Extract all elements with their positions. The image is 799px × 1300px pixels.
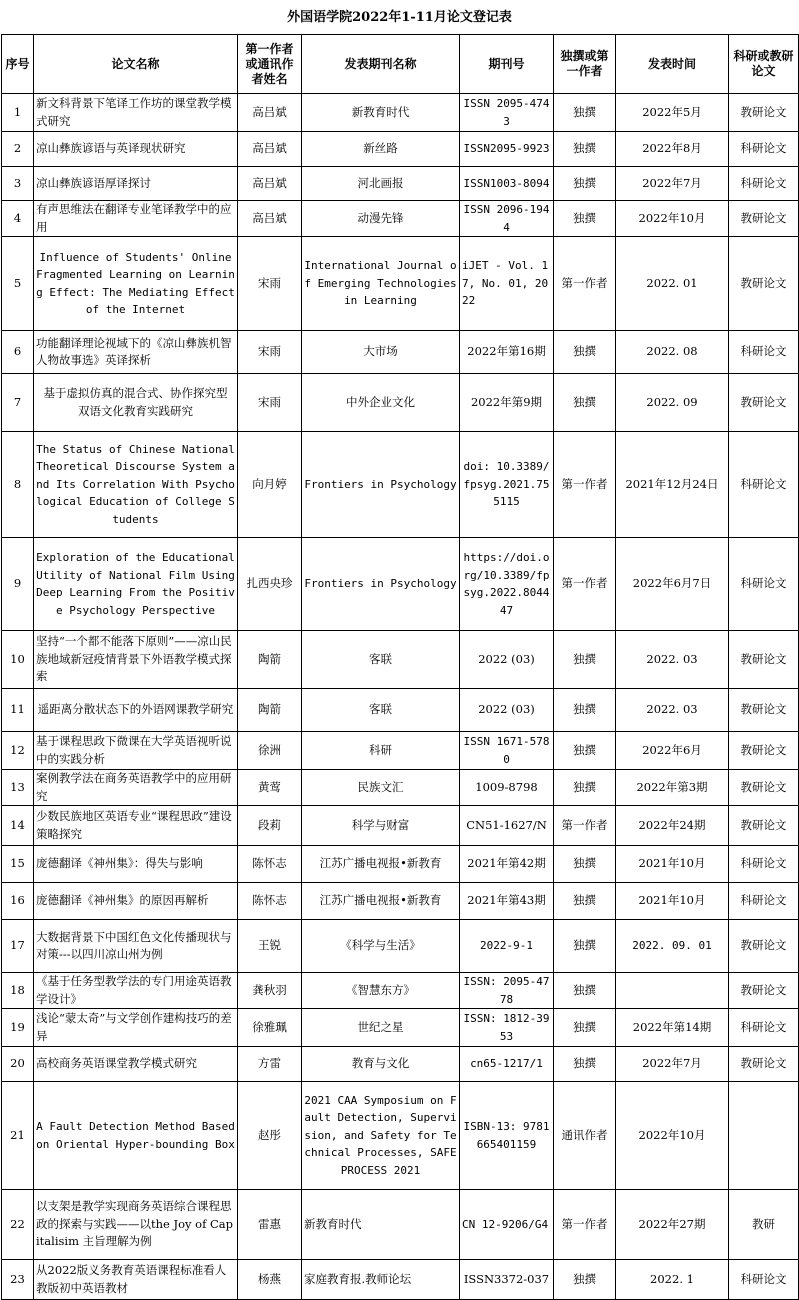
table-row: [2, 432, 799, 538]
cell-issn: 2022年第16期: [460, 331, 554, 374]
cell-paper-name: 新文科背景下笔译工作坊的课堂教学模式研究: [34, 94, 238, 132]
cell-paper-name: 以支架是教学实现商务英语综合课程思政的探索与实践——以the Joy of Capitalisim 主旨理解为例: [34, 1190, 238, 1260]
cell-date: 2022. 09. 01: [616, 920, 729, 973]
table-row: [2, 1190, 799, 1260]
cell-issn: cn65-1217/1: [460, 1047, 554, 1082]
cell-issn: ISSN 2095-4743: [460, 94, 554, 132]
table-row: [2, 973, 799, 1009]
cell-paper-name: 庞德翻译《神州集》的原因再解析: [34, 883, 238, 920]
cell-role: 独撰: [554, 732, 616, 770]
cell-paper-name: 遥距离分散状态下的外语网课教学研究: [34, 689, 238, 732]
cell-role: 独撰: [554, 689, 616, 732]
cell-author: 宋雨: [238, 331, 302, 374]
page-title: 外国语学院2022年1-11月论文登记表: [287, 10, 512, 25]
cell-type: 教研论文: [729, 732, 799, 770]
cell-journal: 2021 CAA Symposium on Fault Detection, Supervision, and Safety for Technical Processes, SAFEPROCESS 2021: [302, 1082, 460, 1190]
cell-paper-name: 庞德翻译《神州集》：得失与影响: [34, 846, 238, 883]
cell-issn: ISSN: 1812-3953: [460, 1009, 554, 1047]
cell-issn: 2021年第42期: [460, 846, 554, 883]
cell-date: 2022年8月: [616, 132, 729, 167]
cell-issn: 2022年第9期: [460, 374, 554, 432]
cell-role: 独撰: [554, 132, 616, 167]
table-row: [2, 538, 799, 631]
cell-date: 2022年7月: [616, 167, 729, 201]
cell-type: 教研论文: [729, 201, 799, 237]
header-paper-name: 论文名称: [34, 35, 238, 94]
cell-type: 科研论文: [729, 1009, 799, 1047]
cell-no: 13: [2, 770, 34, 806]
table-row: [2, 883, 799, 920]
cell-no: 20: [2, 1047, 34, 1082]
cell-type: 教研论文: [729, 973, 799, 1009]
cell-no: 1: [2, 94, 34, 132]
table-row: [2, 94, 799, 132]
cell-journal: 客联: [302, 689, 460, 732]
cell-type: 教研: [729, 1190, 799, 1260]
cell-type: [729, 1082, 799, 1190]
cell-journal: 世纪之星: [302, 1009, 460, 1047]
cell-date: 2022. 03: [616, 631, 729, 689]
cell-role: 第一作者: [554, 538, 616, 631]
cell-issn: 2021年第43期: [460, 883, 554, 920]
cell-issn: ISSN1003-8094: [460, 167, 554, 201]
cell-paper-name: 凉山彝族谚语与英译现状研究: [34, 132, 238, 167]
table-row: [2, 920, 799, 973]
cell-issn: ISSN 1671-5780: [460, 732, 554, 770]
cell-author: 宋雨: [238, 237, 302, 331]
cell-date: 2021年10月: [616, 883, 729, 920]
cell-no: 16: [2, 883, 34, 920]
cell-date: 2022. 01: [616, 237, 729, 331]
cell-author: 徐洲: [238, 732, 302, 770]
cell-author: 高吕斌: [238, 94, 302, 132]
cell-author: 宋雨: [238, 374, 302, 432]
cell-type: 科研论文: [729, 538, 799, 631]
cell-no: 3: [2, 167, 34, 201]
cell-paper-name: 坚持“一个都不能落下原则”——凉山民族地域新冠疫情背景下外语教学模式探索: [34, 631, 238, 689]
cell-author: 杨燕: [238, 1260, 302, 1300]
cell-author: 陶箭: [238, 689, 302, 732]
cell-date: 2021年12月24日: [616, 432, 729, 538]
cell-role: 独撰: [554, 883, 616, 920]
cell-role: 第一作者: [554, 237, 616, 331]
cell-author: 高吕斌: [238, 167, 302, 201]
cell-date: 2022年第14期: [616, 1009, 729, 1047]
cell-paper-name: 少数民族地区英语专业“课程思政”建设策略探究: [34, 806, 238, 846]
cell-author: 向月婷: [238, 432, 302, 538]
cell-author: 王锐: [238, 920, 302, 973]
cell-type: 教研论文: [729, 920, 799, 973]
cell-type: 教研论文: [729, 1047, 799, 1082]
cell-issn: ISSN3372-037: [460, 1260, 554, 1300]
table-row: [2, 201, 799, 237]
table-row: [2, 331, 799, 374]
cell-paper-name: Exploration of the Educational Utility of National Film Using Deep Learning From the Positive Psychology Perspective: [34, 538, 238, 631]
cell-journal: 民族文汇: [302, 770, 460, 806]
cell-paper-name: A Fault Detection Method Based on Oriental Hyper-bounding Box: [34, 1082, 238, 1190]
cell-type: 科研论文: [729, 846, 799, 883]
cell-date: 2022. 1: [616, 1260, 729, 1300]
cell-author: 龚秋羽: [238, 973, 302, 1009]
cell-no: 21: [2, 1082, 34, 1190]
cell-role: 第一作者: [554, 432, 616, 538]
table-row: [2, 1082, 799, 1190]
cell-date: 2022年6月7日: [616, 538, 729, 631]
cell-no: 8: [2, 432, 34, 538]
cell-no: 5: [2, 237, 34, 331]
cell-role: 独撰: [554, 167, 616, 201]
cell-author: 陈怀志: [238, 846, 302, 883]
cell-paper-name: 高校商务英语课堂教学模式研究: [34, 1047, 238, 1082]
cell-paper-name: 基于虚拟仿真的混合式、协作探究型 双语文化教育实践研究: [34, 374, 238, 432]
cell-date: 2022年24期: [616, 806, 729, 846]
cell-date: 2022年27期: [616, 1190, 729, 1260]
cell-author: 黄莺: [238, 770, 302, 806]
cell-no: 11: [2, 689, 34, 732]
cell-date: 2022. 03: [616, 689, 729, 732]
cell-journal: 新丝路: [302, 132, 460, 167]
cell-date: 2021年10月: [616, 846, 729, 883]
table-row: [2, 167, 799, 201]
cell-role: 独撰: [554, 770, 616, 806]
cell-journal: 中外企业文化: [302, 374, 460, 432]
cell-paper-name: 有声思维法在翻译专业笔译教学中的应用: [34, 201, 238, 237]
cell-issn: 2022 (03): [460, 631, 554, 689]
table-row: [2, 374, 799, 432]
cell-author: 徐雅珮: [238, 1009, 302, 1047]
cell-type: 科研论文: [729, 432, 799, 538]
cell-issn: 1009-8798: [460, 770, 554, 806]
table-row: [2, 806, 799, 846]
cell-journal: 江苏广播电视报•新教育: [302, 883, 460, 920]
cell-journal: 《智慧东方》: [302, 973, 460, 1009]
cell-journal: 家庭教育报.教师论坛: [302, 1260, 460, 1300]
cell-role: 独撰: [554, 920, 616, 973]
header-author: 第一作者或通讯作者姓名: [238, 35, 302, 94]
cell-author: 高吕斌: [238, 201, 302, 237]
cell-role: 通讯作者: [554, 1082, 616, 1190]
header-type: 科研或教研论文: [729, 35, 799, 94]
cell-issn: 2022 (03): [460, 689, 554, 732]
cell-author: 赵彤: [238, 1082, 302, 1190]
table-row: [2, 732, 799, 770]
cell-type: 科研论文: [729, 331, 799, 374]
cell-journal: 大市场: [302, 331, 460, 374]
cell-issn: 2022-9-1: [460, 920, 554, 973]
cell-paper-name: 案例教学法在商务英语教学中的应用研究: [34, 770, 238, 806]
cell-date: 2022年5月: [616, 94, 729, 132]
cell-role: 独撰: [554, 1260, 616, 1300]
cell-no: 9: [2, 538, 34, 631]
cell-role: 独撰: [554, 374, 616, 432]
cell-author: 方雷: [238, 1047, 302, 1082]
cell-no: 2: [2, 132, 34, 167]
cell-issn: ISSN 2096-1944: [460, 201, 554, 237]
cell-no: 19: [2, 1009, 34, 1047]
cell-no: 15: [2, 846, 34, 883]
table-header-row: [2, 35, 799, 94]
cell-type: 教研论文: [729, 689, 799, 732]
cell-journal: 客联: [302, 631, 460, 689]
cell-no: 18: [2, 973, 34, 1009]
cell-date: [616, 973, 729, 1009]
cell-issn: doi: 10.3389/fpsyg.2021.755115: [460, 432, 554, 538]
cell-paper-name: 《基于任务型教学法的专门用途英语教学设计》: [34, 973, 238, 1009]
cell-issn: iJET - Vol. 17, No. 01, 2022: [460, 237, 554, 331]
cell-journal: 教育与文化: [302, 1047, 460, 1082]
cell-role: 独撰: [554, 201, 616, 237]
cell-type: 科研论文: [729, 132, 799, 167]
cell-type: 教研论文: [729, 374, 799, 432]
cell-paper-name: 浅论“蒙太奇”与文学创作建构技巧的差异: [34, 1009, 238, 1047]
cell-issn: https://doi.org/10.3389/fpsyg.2022.804447: [460, 538, 554, 631]
cell-type: 教研论文: [729, 94, 799, 132]
cell-paper-name: 从2022版义务教育英语课程标准看人教版初中英语教材: [34, 1260, 238, 1300]
cell-no: 23: [2, 1260, 34, 1300]
cell-type: 科研论文: [729, 1260, 799, 1300]
cell-date: 2022. 08: [616, 331, 729, 374]
cell-author: 陈怀志: [238, 883, 302, 920]
cell-role: 独撰: [554, 631, 616, 689]
cell-journal: Frontiers in Psychology: [302, 432, 460, 538]
table-row: [2, 631, 799, 689]
cell-paper-name: 大数据背景下中国红色文化传播现状与对策---以四川凉山州为例: [34, 920, 238, 973]
cell-issn: CN 12-9206/G4: [460, 1190, 554, 1260]
cell-journal: Frontiers in Psychology: [302, 538, 460, 631]
cell-role: 第一作者: [554, 1190, 616, 1260]
table-row: [2, 237, 799, 331]
header-no: 序号: [2, 35, 34, 94]
header-journal: 发表期刊名称: [302, 35, 460, 94]
cell-no: 6: [2, 331, 34, 374]
cell-role: 独撰: [554, 94, 616, 132]
table-row: [2, 770, 799, 806]
cell-no: 14: [2, 806, 34, 846]
cell-paper-name: 功能翻译理论视域下的《凉山彝族机智人物故事选》英译探析: [34, 331, 238, 374]
cell-issn: CN51-1627/N: [460, 806, 554, 846]
cell-type: 教研论文: [729, 770, 799, 806]
cell-journal: 新教育时代: [302, 94, 460, 132]
cell-author: 高吕斌: [238, 132, 302, 167]
cell-issn: ISBN-13: 9781665401159: [460, 1082, 554, 1190]
cell-date: 2022年6月: [616, 732, 729, 770]
cell-type: 科研论文: [729, 167, 799, 201]
cell-role: 独撰: [554, 331, 616, 374]
cell-no: 10: [2, 631, 34, 689]
table-row: [2, 846, 799, 883]
table-row: [2, 1047, 799, 1082]
cell-journal: International Journal of Emerging Technologies in Learning: [302, 237, 460, 331]
cell-paper-name: The Status of Chinese National Theoretical Discourse System and Its Correlation With Psychological Education of College Students: [34, 432, 238, 538]
cell-paper-name: 凉山彝族谚语厚译探讨: [34, 167, 238, 201]
cell-journal: 河北画报: [302, 167, 460, 201]
cell-journal: 《科学与生活》: [302, 920, 460, 973]
table-row: [2, 1009, 799, 1047]
cell-role: 独撰: [554, 846, 616, 883]
cell-no: 12: [2, 732, 34, 770]
cell-issn: ISSN: 2095-4778: [460, 973, 554, 1009]
cell-paper-name: Influence of Students' Online Fragmented Learning on Learning Effect: The Mediating Effect of the Internet: [34, 237, 238, 331]
cell-type: 教研论文: [729, 237, 799, 331]
cell-date: 2022. 09: [616, 374, 729, 432]
cell-date: 2022年第3期: [616, 770, 729, 806]
header-date: 发表时间: [616, 35, 729, 94]
cell-role: 第一作者: [554, 806, 616, 846]
cell-no: 4: [2, 201, 34, 237]
cell-date: 2022年10月: [616, 201, 729, 237]
cell-role: 独撰: [554, 1009, 616, 1047]
header-role: 独撰或第一作者: [554, 35, 616, 94]
cell-role: 独撰: [554, 973, 616, 1009]
cell-no: 22: [2, 1190, 34, 1260]
cell-journal: 科研: [302, 732, 460, 770]
cell-role: 独撰: [554, 1047, 616, 1082]
cell-date: 2022年10月: [616, 1082, 729, 1190]
cell-no: 17: [2, 920, 34, 973]
cell-type: 教研论文: [729, 631, 799, 689]
table-row: [2, 1260, 799, 1300]
cell-author: 段莉: [238, 806, 302, 846]
cell-type: 科研论文: [729, 883, 799, 920]
cell-author: 扎西央珍: [238, 538, 302, 631]
cell-journal: 江苏广播电视报•新教育: [302, 846, 460, 883]
cell-date: 2022年7月: [616, 1047, 729, 1082]
cell-author: 雷惠: [238, 1190, 302, 1260]
paper-registry-table: [1, 34, 799, 1300]
cell-issn: ISSN2095-9923: [460, 132, 554, 167]
table-row: [2, 689, 799, 732]
table-row: [2, 132, 799, 167]
cell-author: 陶箭: [238, 631, 302, 689]
header-issn: 期刊号: [460, 35, 554, 94]
cell-type: 教研论文: [729, 806, 799, 846]
cell-paper-name: 基于课程思政下微课在大学英语视听说中的实践分析: [34, 732, 238, 770]
cell-journal: 科学与财富: [302, 806, 460, 846]
cell-journal: 动漫先锋: [302, 201, 460, 237]
cell-journal: 新教育时代: [302, 1190, 460, 1260]
cell-no: 7: [2, 374, 34, 432]
